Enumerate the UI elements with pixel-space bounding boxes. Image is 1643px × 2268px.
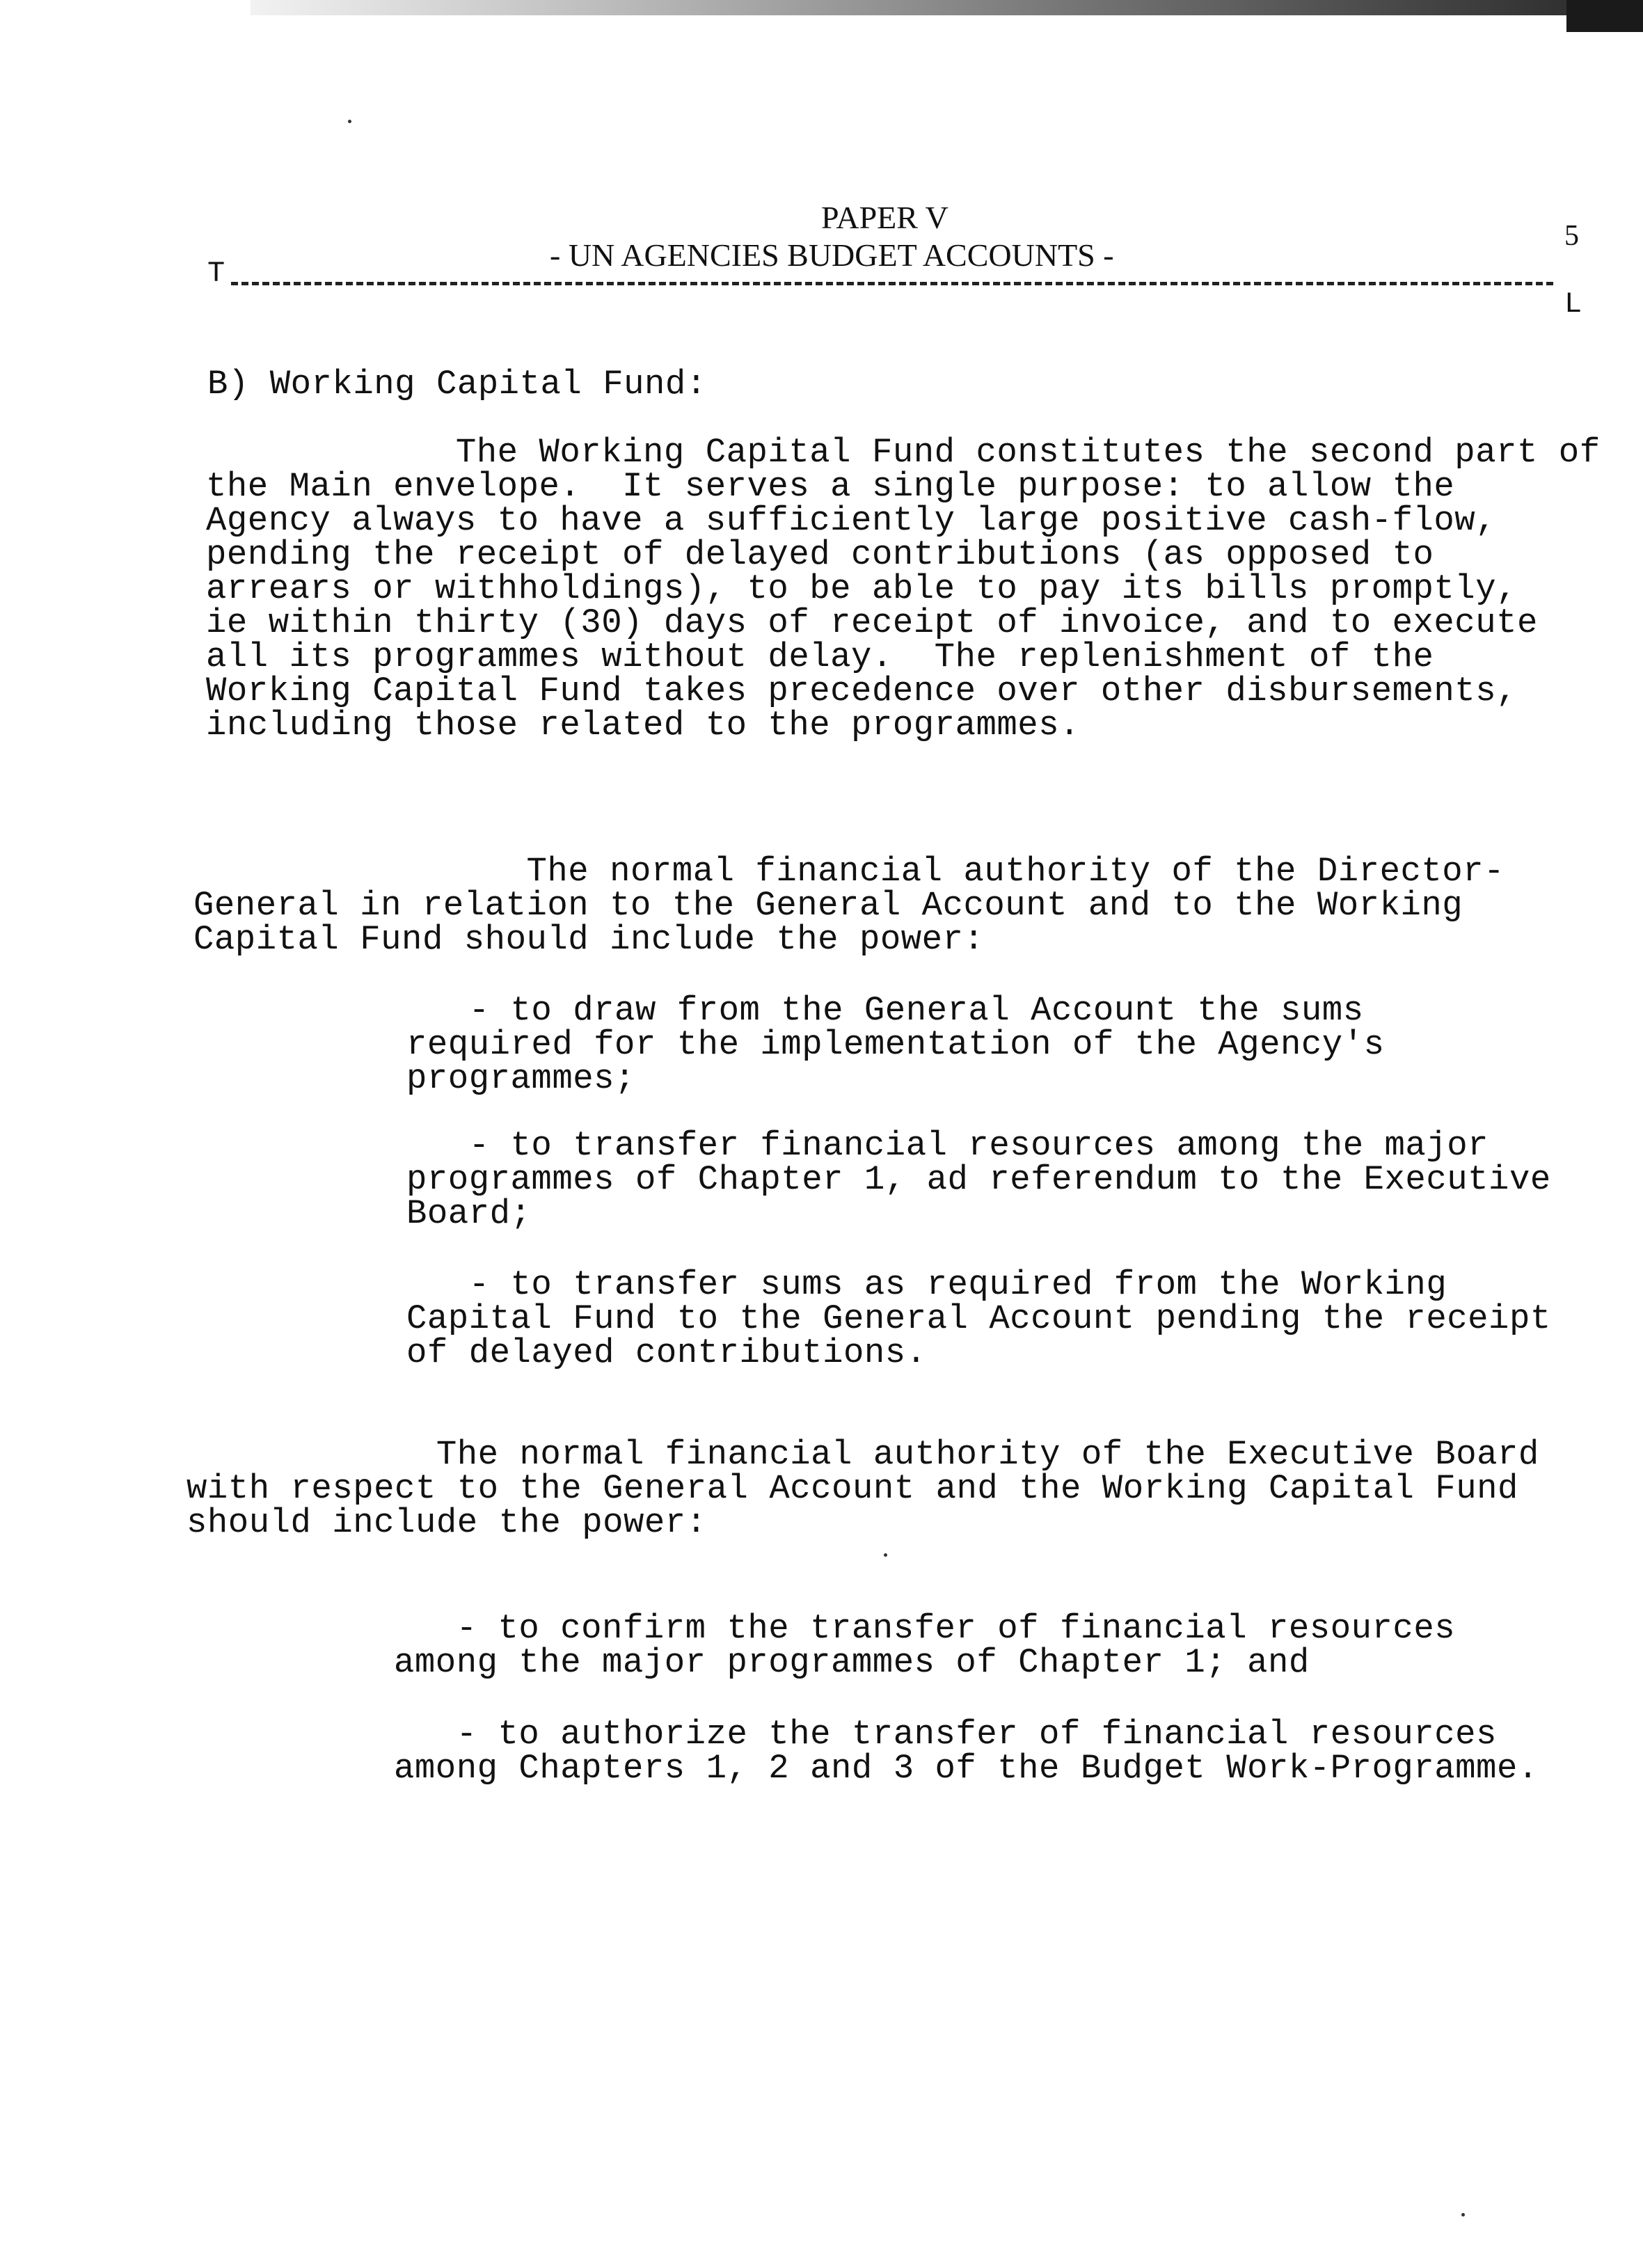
page-title: PAPER V [821, 200, 949, 235]
list-item-draw-sums: - to draw from the General Account the sums required for the implementation of the Agency's programmes; [406, 991, 1385, 1098]
section-heading: B) Working Capital Fund: [207, 365, 707, 404]
scan-speck [348, 120, 351, 123]
page-subtitle: - UN AGENCIES BUDGET ACCOUNTS - [550, 237, 1114, 273]
list-item-transfer-resources: - to transfer financial resources among the major programmes of Chapter 1, ad referendum to the Executive Board; [406, 1126, 1551, 1233]
scan-corner-shadow [1566, 0, 1643, 32]
paragraph-executive-board-authority: The normal financial authority of the Executive Board with respect to the General Account and the Working Capital Fund should include the power: [186, 1435, 1539, 1542]
page-number: 5 [1564, 220, 1579, 252]
scan-speck [1461, 2213, 1465, 2217]
paragraph-working-capital-fund: The Working Capital Fund constitutes the second part of the Main envelope. It serves a single purpose: to allow the Agency always to have a sufficiently large positive cash-flow, pending the receipt of delayed contributions (as opposed to arrears or withholdings), to be able to pay its bills promptly, ie within thirty (30) days of receipt of invoice, and to execute all its programmes without delay. The replenishment of the Working Capital Fund takes precedence over other disbursements, including those related to the programmes. [206, 433, 1601, 745]
paragraph-director-general-authority: The normal financial authority of the Director- General in relation to the General Account and to the Working Capital Fund should include the power: [193, 852, 1505, 959]
scan-edge-shadow [251, 0, 1643, 15]
rule-left-marker: T [207, 257, 225, 290]
list-item-confirm-transfer: - to confirm the transfer of financial resources among the major programmes of Chapter 1; and [394, 1609, 1456, 1682]
list-item-transfer-sums: - to transfer sums as required from the Working Capital Fund to the General Account pending the receipt of delayed contributions. [406, 1265, 1551, 1372]
header-rule [231, 282, 1553, 285]
list-item-authorize-transfer: - to authorize the transfer of financial resources among Chapters 1, 2 and 3 of the Budget Work-Programme. [394, 1715, 1539, 1788]
rule-right-marker: L [1564, 287, 1582, 321]
scan-speck [884, 1553, 887, 1557]
